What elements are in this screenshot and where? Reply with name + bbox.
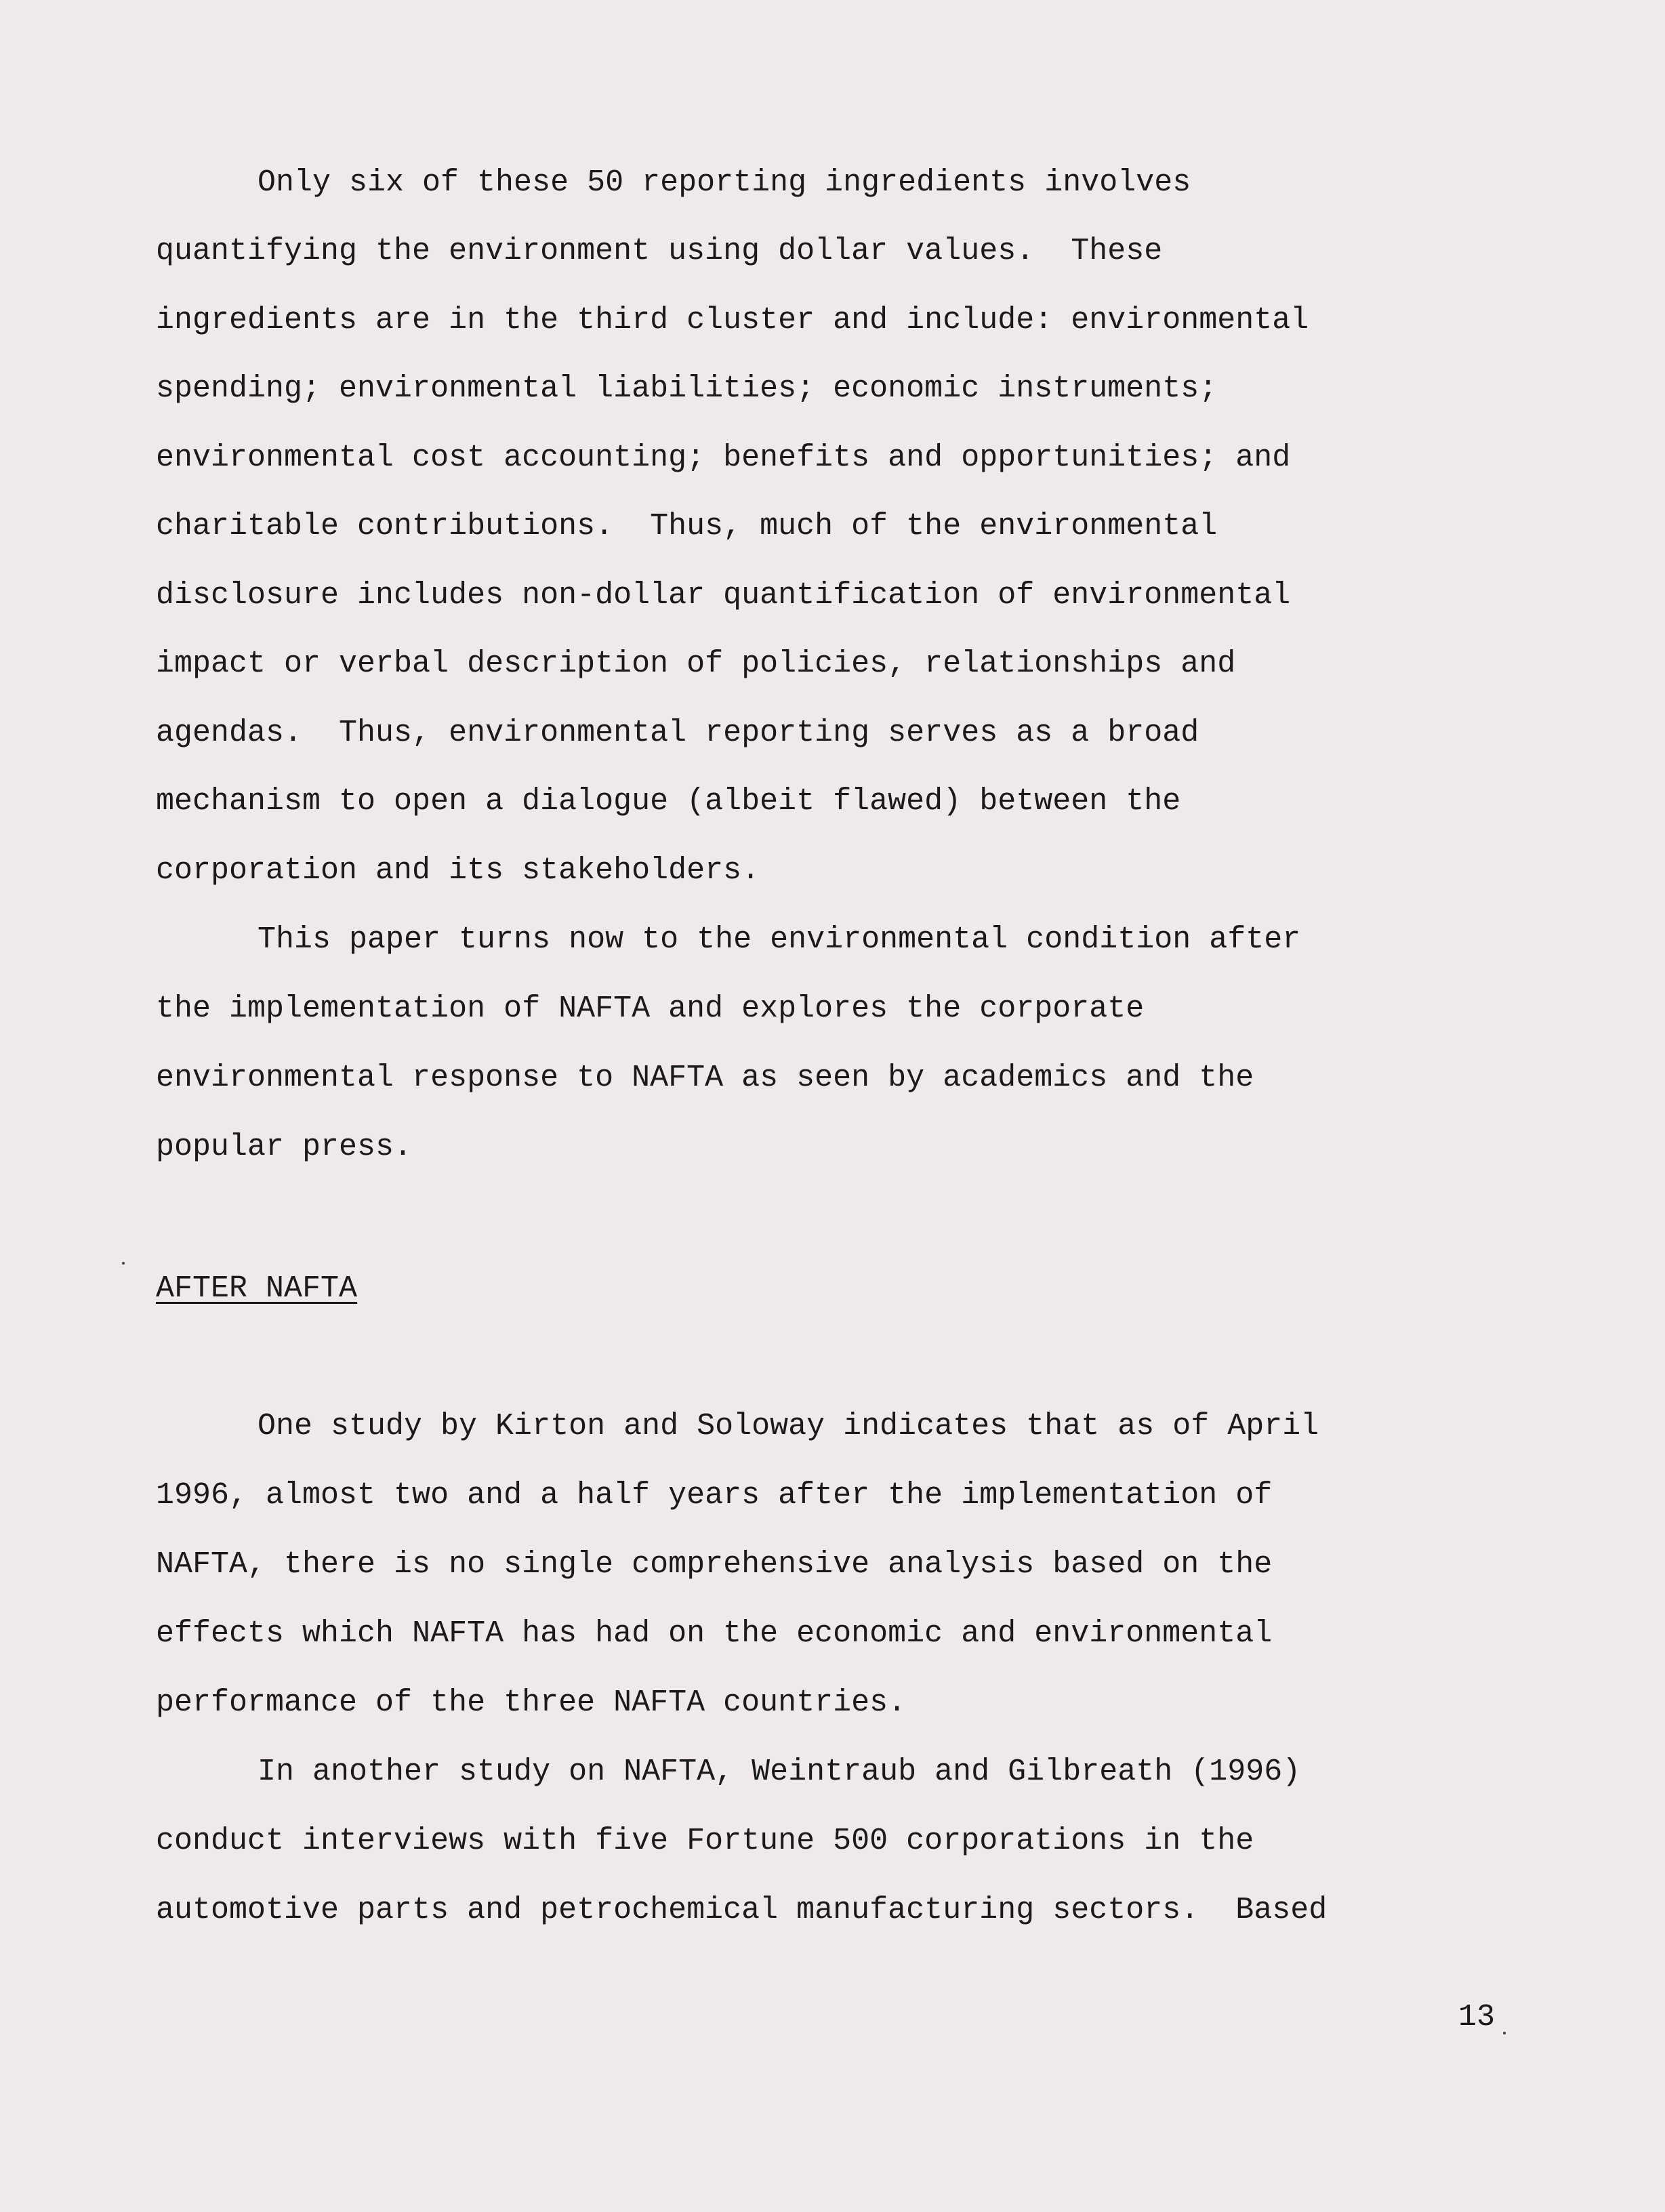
paragraph1-line-8: impact or verbal description of policies, relationships and bbox=[156, 647, 1236, 681]
paragraph1-line-6: charitable contributions. Thus, much of the environmental bbox=[156, 509, 1218, 544]
paragraph3-line-2: 1996, almost two and a half years after the implementation of bbox=[156, 1478, 1273, 1513]
paragraph1-line-4: spending; environmental liabilities; economic instruments; bbox=[156, 371, 1218, 406]
section-heading: AFTER NAFTA bbox=[156, 1271, 358, 1306]
paragraph2-line-1: This paper turns now to the environmental condition after bbox=[258, 922, 1301, 957]
paragraph2-line-3: environmental response to NAFTA as seen by academics and the bbox=[156, 1061, 1254, 1095]
paragraph1-line-11: corporation and its stakeholders. bbox=[156, 853, 760, 888]
paragraph4-line-3: automotive parts and petrochemical manufacturing sectors. Based bbox=[156, 1893, 1328, 1927]
paragraph3-line-3: NAFTA, there is no single comprehensive analysis based on the bbox=[156, 1547, 1273, 1582]
paragraph3-line-1: One study by Kirton and Soloway indicates that as of April bbox=[258, 1409, 1319, 1443]
paragraph1-line-9: agendas. Thus, environmental reporting serves as a broad bbox=[156, 716, 1199, 750]
paragraph4-line-2: conduct interviews with five Fortune 500 corporations in the bbox=[156, 1824, 1254, 1858]
paragraph1-line-1: Only six of these 50 reporting ingredients involves bbox=[258, 165, 1191, 200]
paragraph1-line-3: ingredients are in the third cluster and include: environmental bbox=[156, 303, 1309, 337]
scan-speck bbox=[1503, 2032, 1506, 2034]
paragraph1-line-7: disclosure includes non-dollar quantification of environmental bbox=[156, 578, 1291, 613]
paragraph2-line-4: popular press. bbox=[156, 1130, 413, 1164]
paragraph4-line-1: In another study on NAFTA, Weintraub and Gilbreath (1996) bbox=[258, 1755, 1301, 1789]
paragraph1-line-2: quantifying the environment using dollar values. These bbox=[156, 234, 1163, 268]
page-number: 13 bbox=[1458, 2000, 1496, 2034]
scan-speck bbox=[122, 1262, 125, 1265]
paragraph1-line-10: mechanism to open a dialogue (albeit flawed) between the bbox=[156, 784, 1181, 819]
paragraph2-line-2: the implementation of NAFTA and explores the corporate bbox=[156, 991, 1145, 1026]
paragraph1-line-5: environmental cost accounting; benefits and opportunities; and bbox=[156, 441, 1291, 475]
paragraph3-line-4: effects which NAFTA has had on the economic and environmental bbox=[156, 1616, 1273, 1651]
paragraph3-line-5: performance of the three NAFTA countries. bbox=[156, 1685, 907, 1720]
